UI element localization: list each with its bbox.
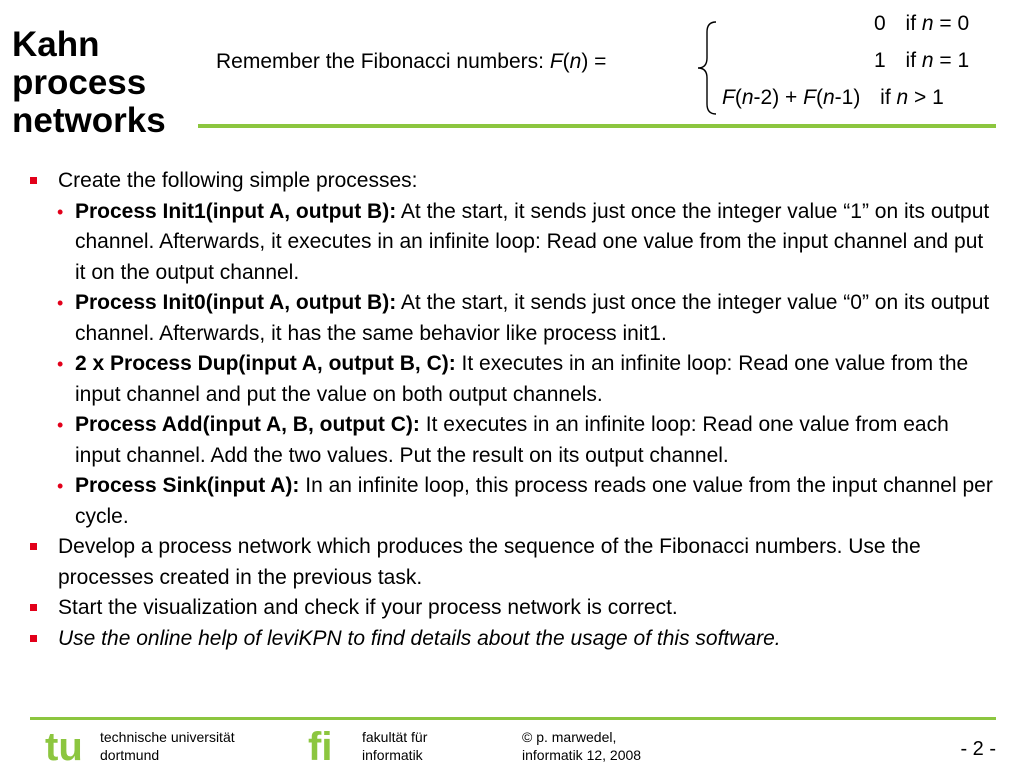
dot-bullet-icon: • <box>57 293 64 313</box>
sub-bullet-item <box>30 471 996 532</box>
formula-lead-text: Remember the Fibonacci numbers: <box>216 50 550 73</box>
case-value: 0 <box>874 12 886 35</box>
svg-text:fi: fi <box>308 726 333 766</box>
svg-text:tu: tu <box>45 726 83 766</box>
sub-bullet-text: It executes in an infinite loop: Read one value from the input channel and put the value on both output channels. <box>75 352 969 406</box>
dot-bullet-icon: • <box>57 476 64 496</box>
faculty-informatik-logo-icon <box>306 726 352 766</box>
faculty-name: fakultät für informatik <box>362 729 428 763</box>
dot-bullet-icon: • <box>57 201 64 222</box>
fibonacci-formula-lead: Remember the Fibonacci numbers: F(n) = <box>216 50 607 73</box>
square-bullet-icon <box>30 543 37 550</box>
case-condition: if n = 1 <box>905 49 970 72</box>
sub-bullet-heading: Process Sink(input A): <box>75 474 300 497</box>
sub-bullet-text: In an infinite loop, this process reads one value from the input channel per cycle. <box>75 474 993 528</box>
formula-func: F <box>549 50 563 73</box>
formula-arg: n <box>569 50 582 73</box>
title-divider <box>198 124 996 128</box>
sub-bullet-heading: Process Init1(input A, output B): <box>75 199 397 223</box>
dot-bullet-icon: • <box>57 415 64 435</box>
square-bullet-icon <box>30 635 37 642</box>
bullet-list <box>30 166 996 654</box>
bullet-item <box>30 166 996 532</box>
sub-bullet-item <box>30 410 996 471</box>
formula-case-0 <box>874 12 969 36</box>
sub-bullet-heading: 2 x Process Dup(input A, output B, C): <box>75 352 456 375</box>
university-name: technische universität dortmund <box>100 729 235 763</box>
left-brace-icon <box>696 20 724 116</box>
sub-bullet-text: At the start, it sends just once the integer value “1” on its output channel. Afterwards, it executes in an infinite loop: Read one value from the input channel and put it on the output channel. <box>75 199 990 284</box>
case-value: 1 <box>874 49 886 72</box>
sub-bullet-text: At the start, it sends just once the integer value “0” on its output channel. Afterwards, it has the same behavior like process init1. <box>75 291 990 345</box>
formula-case-2 <box>722 86 944 110</box>
case-value: F(n-2) + F(n-1) <box>722 86 861 109</box>
slide-body <box>30 166 996 654</box>
footer <box>0 722 1024 768</box>
copyright: © p. marwedel, informatik 12, 2008 <box>522 729 642 763</box>
bullet-item <box>30 593 996 624</box>
bullet-text: Use the online help of leviKPN to find details about the usage of this software. <box>58 626 781 650</box>
sub-bullet-heading: Process Add(input A, B, output C): <box>75 413 420 436</box>
page-number: - 2 - <box>960 738 996 760</box>
slide-title: Kahn process networks <box>12 25 166 140</box>
footer-divider <box>30 717 996 720</box>
tu-dortmund-logo-icon <box>44 726 94 766</box>
formula-case-1 <box>874 49 969 73</box>
sub-bullet-item <box>30 288 996 349</box>
square-bullet-icon <box>30 177 37 184</box>
sub-bullet-item <box>30 197 996 289</box>
square-bullet-icon <box>30 604 37 611</box>
case-condition: if n = 0 <box>905 12 970 35</box>
sub-bullet-item <box>30 349 996 410</box>
sub-bullet-list <box>30 197 996 533</box>
bullet-item <box>30 532 996 593</box>
bullet-text: Start the visualization and check if your process network is correct. <box>58 596 678 619</box>
bullet-text: Develop a process network which produces the sequence of the Fibonacci numbers. Use the processes created in the previous task. <box>58 535 921 589</box>
sub-bullet-heading: Process Init0(input A, output B): <box>75 291 397 314</box>
bullet-item <box>30 624 996 655</box>
case-condition: if n > 1 <box>880 86 944 109</box>
bullet-text: Create the following simple processes: <box>58 169 418 192</box>
sub-bullet-text: It executes in an infinite loop: Read one value from each input channel. Add the two values. Put the result on its output channel. <box>75 413 949 467</box>
formula-equals: = <box>588 50 607 73</box>
dot-bullet-icon: • <box>57 354 64 374</box>
